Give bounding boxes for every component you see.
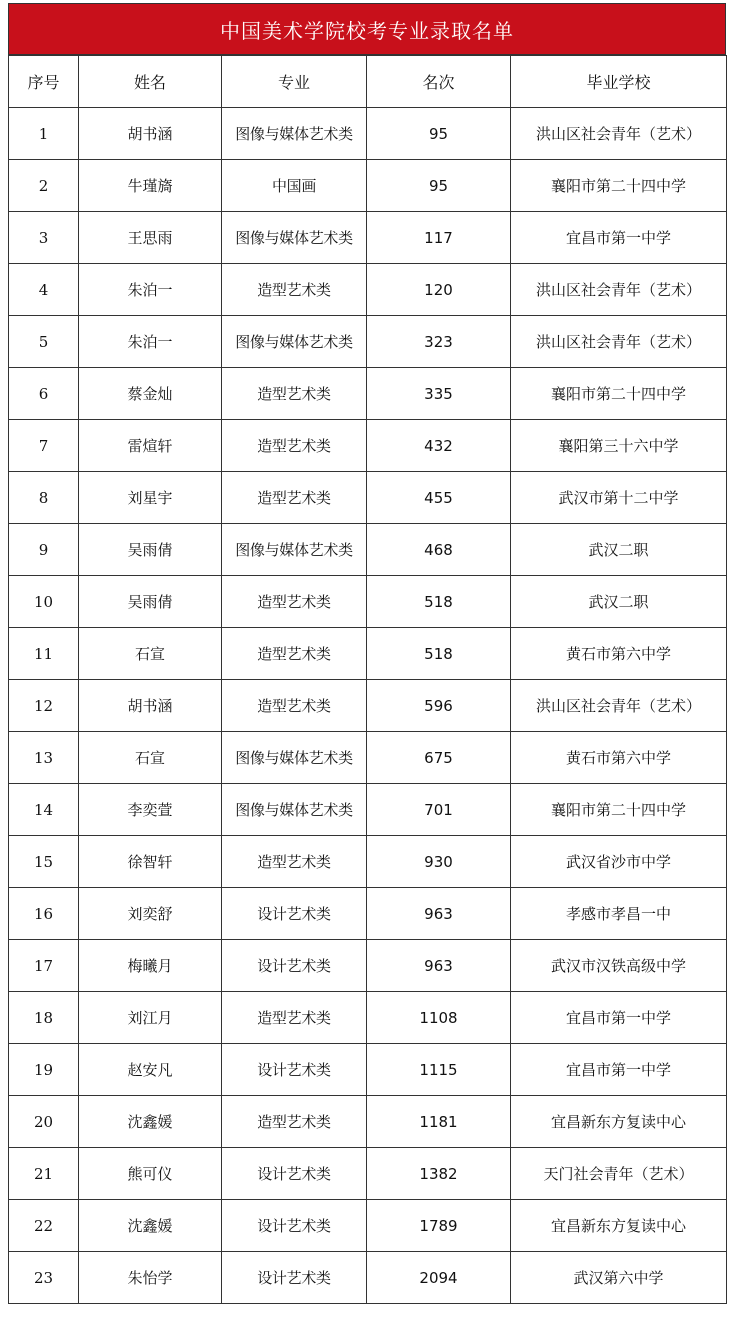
cell-rank: 2094 [367,1252,511,1304]
cell-school: 洪山区社会青年（艺术） [511,316,727,368]
cell-index: 1 [9,108,79,160]
cell-index: 17 [9,940,79,992]
cell-rank: 117 [367,212,511,264]
cell-index: 5 [9,316,79,368]
cell-school: 洪山区社会青年（艺术） [511,264,727,316]
cell-rank: 596 [367,680,511,732]
cell-school: 武汉第六中学 [511,1252,727,1304]
cell-rank: 1115 [367,1044,511,1096]
cell-major: 图像与媒体艺术类 [222,212,367,264]
cell-rank: 120 [367,264,511,316]
cell-name: 胡书涵 [79,108,222,160]
cell-school: 武汉市第十二中学 [511,472,727,524]
cell-school: 襄阳市第二十四中学 [511,784,727,836]
cell-major: 造型艺术类 [222,992,367,1044]
cell-school: 襄阳第三十六中学 [511,420,727,472]
header-school: 毕业学校 [511,56,727,108]
cell-school: 宜昌市第一中学 [511,992,727,1044]
table-row [9,212,727,264]
cell-index: 2 [9,160,79,212]
cell-major: 设计艺术类 [222,1200,367,1252]
header-name: 姓名 [79,56,222,108]
cell-major: 图像与媒体艺术类 [222,732,367,784]
cell-index: 11 [9,628,79,680]
table-row [9,316,727,368]
cell-major: 中国画 [222,160,367,212]
cell-index: 15 [9,836,79,888]
cell-index: 23 [9,1252,79,1304]
cell-school: 宜昌市第一中学 [511,1044,727,1096]
cell-index: 16 [9,888,79,940]
table-row [9,524,727,576]
cell-name: 石宣 [79,628,222,680]
table-row [9,992,727,1044]
cell-name: 熊可仪 [79,1148,222,1200]
cell-index: 19 [9,1044,79,1096]
table-row [9,784,727,836]
cell-major: 造型艺术类 [222,472,367,524]
cell-rank: 963 [367,940,511,992]
cell-rank: 1181 [367,1096,511,1148]
cell-school: 宜昌新东方复读中心 [511,1200,727,1252]
cell-name: 李奕萱 [79,784,222,836]
table-row [9,1252,727,1304]
table-row [9,732,727,784]
header-row [9,56,727,108]
admission-table [8,55,727,1304]
cell-rank: 468 [367,524,511,576]
cell-rank: 518 [367,628,511,680]
cell-index: 20 [9,1096,79,1148]
cell-major: 图像与媒体艺术类 [222,108,367,160]
cell-index: 6 [9,368,79,420]
cell-name: 胡书涵 [79,680,222,732]
cell-index: 4 [9,264,79,316]
cell-rank: 335 [367,368,511,420]
cell-index: 14 [9,784,79,836]
cell-major: 造型艺术类 [222,368,367,420]
cell-index: 3 [9,212,79,264]
cell-rank: 323 [367,316,511,368]
cell-rank: 1108 [367,992,511,1044]
table-row [9,576,727,628]
cell-school: 黄石市第六中学 [511,732,727,784]
cell-major: 造型艺术类 [222,264,367,316]
cell-name: 王思雨 [79,212,222,264]
cell-name: 沈鑫媛 [79,1200,222,1252]
cell-school: 宜昌新东方复读中心 [511,1096,727,1148]
table-row [9,420,727,472]
cell-name: 吴雨倩 [79,524,222,576]
table-row [9,680,727,732]
cell-index: 22 [9,1200,79,1252]
table-row [9,628,727,680]
cell-major: 造型艺术类 [222,628,367,680]
cell-major: 图像与媒体艺术类 [222,316,367,368]
cell-rank: 95 [367,108,511,160]
cell-major: 图像与媒体艺术类 [222,784,367,836]
cell-school: 武汉省沙市中学 [511,836,727,888]
cell-rank: 963 [367,888,511,940]
list-title: 中国美术学院校考专业录取名单 [8,3,726,55]
cell-index: 13 [9,732,79,784]
cell-school: 武汉二职 [511,576,727,628]
cell-name: 沈鑫媛 [79,1096,222,1148]
cell-name: 朱泊一 [79,316,222,368]
cell-rank: 95 [367,160,511,212]
cell-school: 武汉二职 [511,524,727,576]
cell-rank: 518 [367,576,511,628]
cell-name: 吴雨倩 [79,576,222,628]
table-body [9,108,727,1304]
cell-name: 朱泊一 [79,264,222,316]
cell-index: 18 [9,992,79,1044]
cell-index: 10 [9,576,79,628]
cell-name: 朱怡学 [79,1252,222,1304]
cell-major: 设计艺术类 [222,888,367,940]
cell-major: 设计艺术类 [222,1148,367,1200]
cell-major: 设计艺术类 [222,1252,367,1304]
table-row [9,264,727,316]
cell-name: 赵安凡 [79,1044,222,1096]
table-row [9,472,727,524]
admission-list-sheet [8,3,726,1304]
cell-index: 7 [9,420,79,472]
cell-name: 雷煊轩 [79,420,222,472]
table-row [9,1044,727,1096]
cell-school: 襄阳市第二十四中学 [511,368,727,420]
cell-name: 牛瑾旖 [79,160,222,212]
cell-name: 刘星宇 [79,472,222,524]
table-row [9,940,727,992]
cell-school: 宜昌市第一中学 [511,212,727,264]
header-index: 序号 [9,56,79,108]
cell-major: 设计艺术类 [222,1044,367,1096]
cell-rank: 455 [367,472,511,524]
cell-rank: 1382 [367,1148,511,1200]
table-row [9,836,727,888]
cell-name: 刘江月 [79,992,222,1044]
cell-rank: 930 [367,836,511,888]
cell-name: 徐智轩 [79,836,222,888]
cell-index: 8 [9,472,79,524]
cell-major: 造型艺术类 [222,576,367,628]
cell-major: 造型艺术类 [222,836,367,888]
cell-major: 造型艺术类 [222,680,367,732]
table-row [9,368,727,420]
cell-school: 洪山区社会青年（艺术） [511,680,727,732]
table-row [9,160,727,212]
table-row [9,108,727,160]
cell-school: 洪山区社会青年（艺术） [511,108,727,160]
cell-school: 孝感市孝昌一中 [511,888,727,940]
cell-name: 刘奕舒 [79,888,222,940]
header-major: 专业 [222,56,367,108]
cell-major: 图像与媒体艺术类 [222,524,367,576]
cell-index: 21 [9,1148,79,1200]
cell-major: 设计艺术类 [222,940,367,992]
cell-index: 9 [9,524,79,576]
cell-index: 12 [9,680,79,732]
cell-rank: 701 [367,784,511,836]
table-row [9,1200,727,1252]
cell-school: 武汉市汉铁高级中学 [511,940,727,992]
cell-name: 蔡金灿 [79,368,222,420]
cell-school: 天门社会青年（艺术） [511,1148,727,1200]
cell-rank: 1789 [367,1200,511,1252]
table-row [9,888,727,940]
cell-rank: 432 [367,420,511,472]
cell-rank: 675 [367,732,511,784]
table-row [9,1096,727,1148]
header-rank: 名次 [367,56,511,108]
table-row [9,1148,727,1200]
cell-major: 造型艺术类 [222,1096,367,1148]
cell-name: 梅曦月 [79,940,222,992]
cell-school: 黄石市第六中学 [511,628,727,680]
cell-school: 襄阳市第二十四中学 [511,160,727,212]
cell-name: 石宣 [79,732,222,784]
cell-major: 造型艺术类 [222,420,367,472]
